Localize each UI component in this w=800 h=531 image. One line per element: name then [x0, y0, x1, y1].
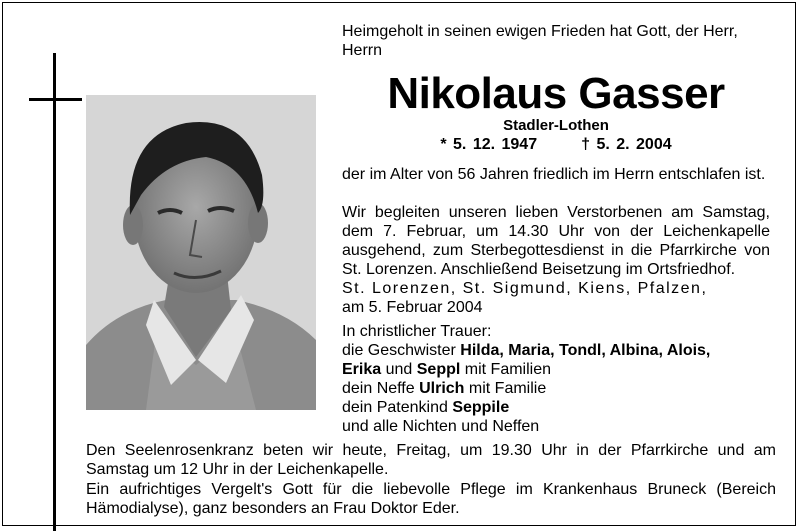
thanks-paragraph: Ein aufrichtiges Vergelt's Gott für die liebevolle Pflege im Krankenhaus Bruneck (Bereich Hämodialyse), ganz besonders an Frau Doktor Eder. — [86, 481, 776, 517]
location-date — [342, 279, 770, 317]
mourners-heading: In christlicher Trauer: — [342, 323, 492, 340]
rosary-paragraph: Den Seelenrosenkranz beten wir heute, Freitag, um 19.30 Uhr in der Pfarrkirche und am Samstag um 12 Uhr in der Leichenkapelle. — [86, 442, 776, 478]
mourners-list — [342, 322, 770, 436]
birth-date: * 5. 12. 1947 — [440, 136, 538, 153]
nephew-line: dein Neffe Ulrich mit Familie — [342, 380, 547, 397]
funeral-paragraph: Wir begleiten unseren lieben Verstorbenen am Samstag, dem 7. Februar, um 14.30 Uhr von der Leichenkapelle ausgehend, zum Sterbegottesdienst in die Pfarrkirche von St. Lorenzen. Anschließend Beisetzung im Ortsfriedhof. — [342, 204, 770, 278]
age-paragraph: der im Alter von 56 Jahren friedlich im Herrn entschlafen ist. — [342, 166, 766, 183]
date-line: am 5. Februar 2004 — [342, 299, 483, 316]
cross-icon-bar — [29, 98, 82, 101]
life-dates — [342, 136, 770, 154]
siblings-line-2: Erika und Seppl mit Familien — [342, 361, 551, 378]
cross-icon — [53, 53, 56, 531]
portrait-photo — [86, 95, 316, 410]
places-line: St. Lorenzen, St. Sigmund, Kiens, Pfalzen, — [342, 280, 708, 297]
home-place: Stadler-Lothen — [503, 117, 609, 134]
portrait-illustration — [86, 95, 316, 410]
intro-text: Heimgeholt in seinen ewigen Frieden hat Gott, der Herr, Herrn — [342, 23, 738, 59]
deceased-name: Nikolaus Gasser — [387, 69, 725, 118]
others-line: und alle Nichten und Neffen — [342, 418, 540, 435]
death-date: † 5. 2. 2004 — [581, 136, 672, 153]
siblings-line: die Geschwister Hilda, Maria, Tondl, Albina, Alois, — [342, 342, 711, 359]
godchild-line: dein Patenkind Seppile — [342, 399, 510, 416]
